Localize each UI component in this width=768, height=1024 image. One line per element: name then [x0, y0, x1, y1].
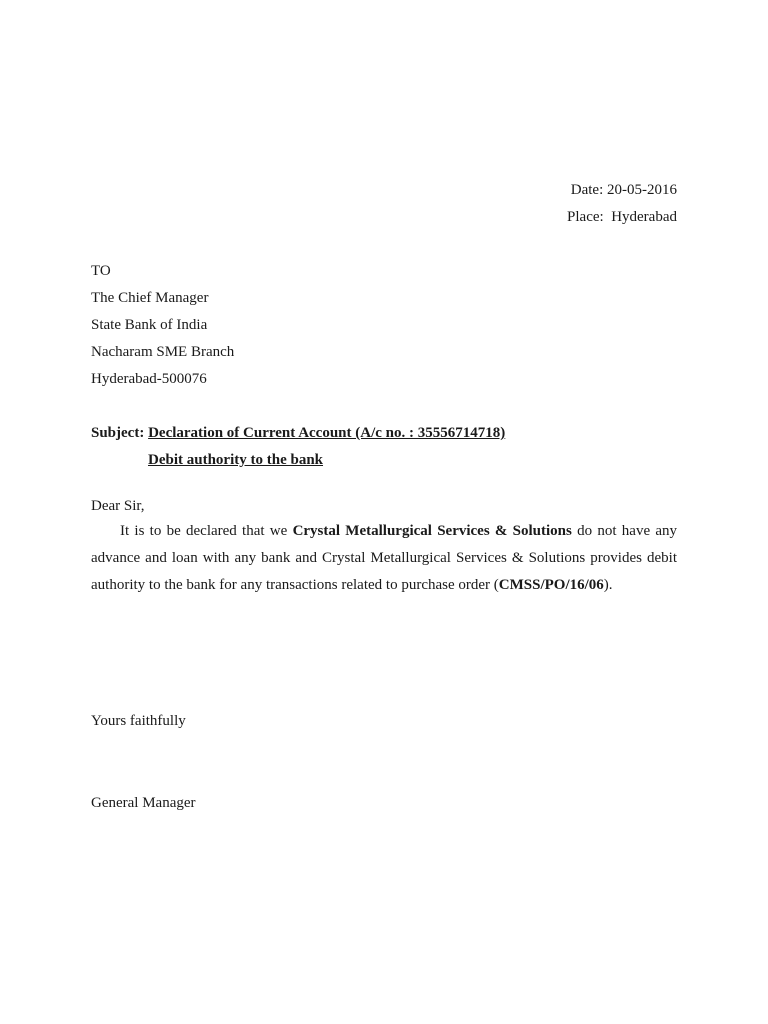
date-line [571, 181, 677, 199]
place-line [567, 208, 677, 226]
address-line-3: Nacharam SME Branch [91, 344, 235, 360]
body-line-3-text-a: authority to the bank for any transactions related to purchase order ( [91, 577, 499, 593]
company-name: Crystal Metallurgical Services & Solutions [292, 523, 572, 539]
subject-text: Declaration of Current Account (A/c no. : 35556714718) [148, 425, 506, 441]
place-value: Hyderabad [611, 209, 677, 225]
body-line-1-text-a: It is to be declared that we [120, 523, 288, 539]
body-line-1-text-b: do not have any [577, 523, 678, 539]
subject-line-2 [148, 451, 323, 469]
address-to: TO [91, 263, 111, 279]
body-line-1 [91, 518, 677, 545]
closing-yours-faithfully: Yours faithfully [91, 713, 186, 729]
body-paragraph [91, 518, 677, 599]
place-label: Place: [567, 209, 604, 225]
subject-line-1 [91, 424, 505, 442]
body-line-2: advance and loan with any bank and Crystal Metallurgical Services & Solutions provides debit [91, 550, 677, 566]
closing-designation: General Manager [91, 795, 196, 811]
subject-label: Subject: [91, 425, 145, 441]
body-line-3-text-b: ). [603, 577, 613, 593]
address-line-1: The Chief Manager [91, 290, 209, 306]
salutation: Dear Sir, [91, 498, 145, 514]
purchase-order-number: CMSS/PO/16/06 [498, 577, 604, 593]
date-value: 20-05-2016 [607, 182, 677, 198]
date-label: Date: [570, 182, 604, 198]
address-line-4: Hyderabad-500076 [91, 371, 207, 387]
address-line-2: State Bank of India [91, 317, 208, 333]
body-line-3 [91, 572, 677, 599]
subject-text-2: Debit authority to the bank [148, 452, 324, 468]
